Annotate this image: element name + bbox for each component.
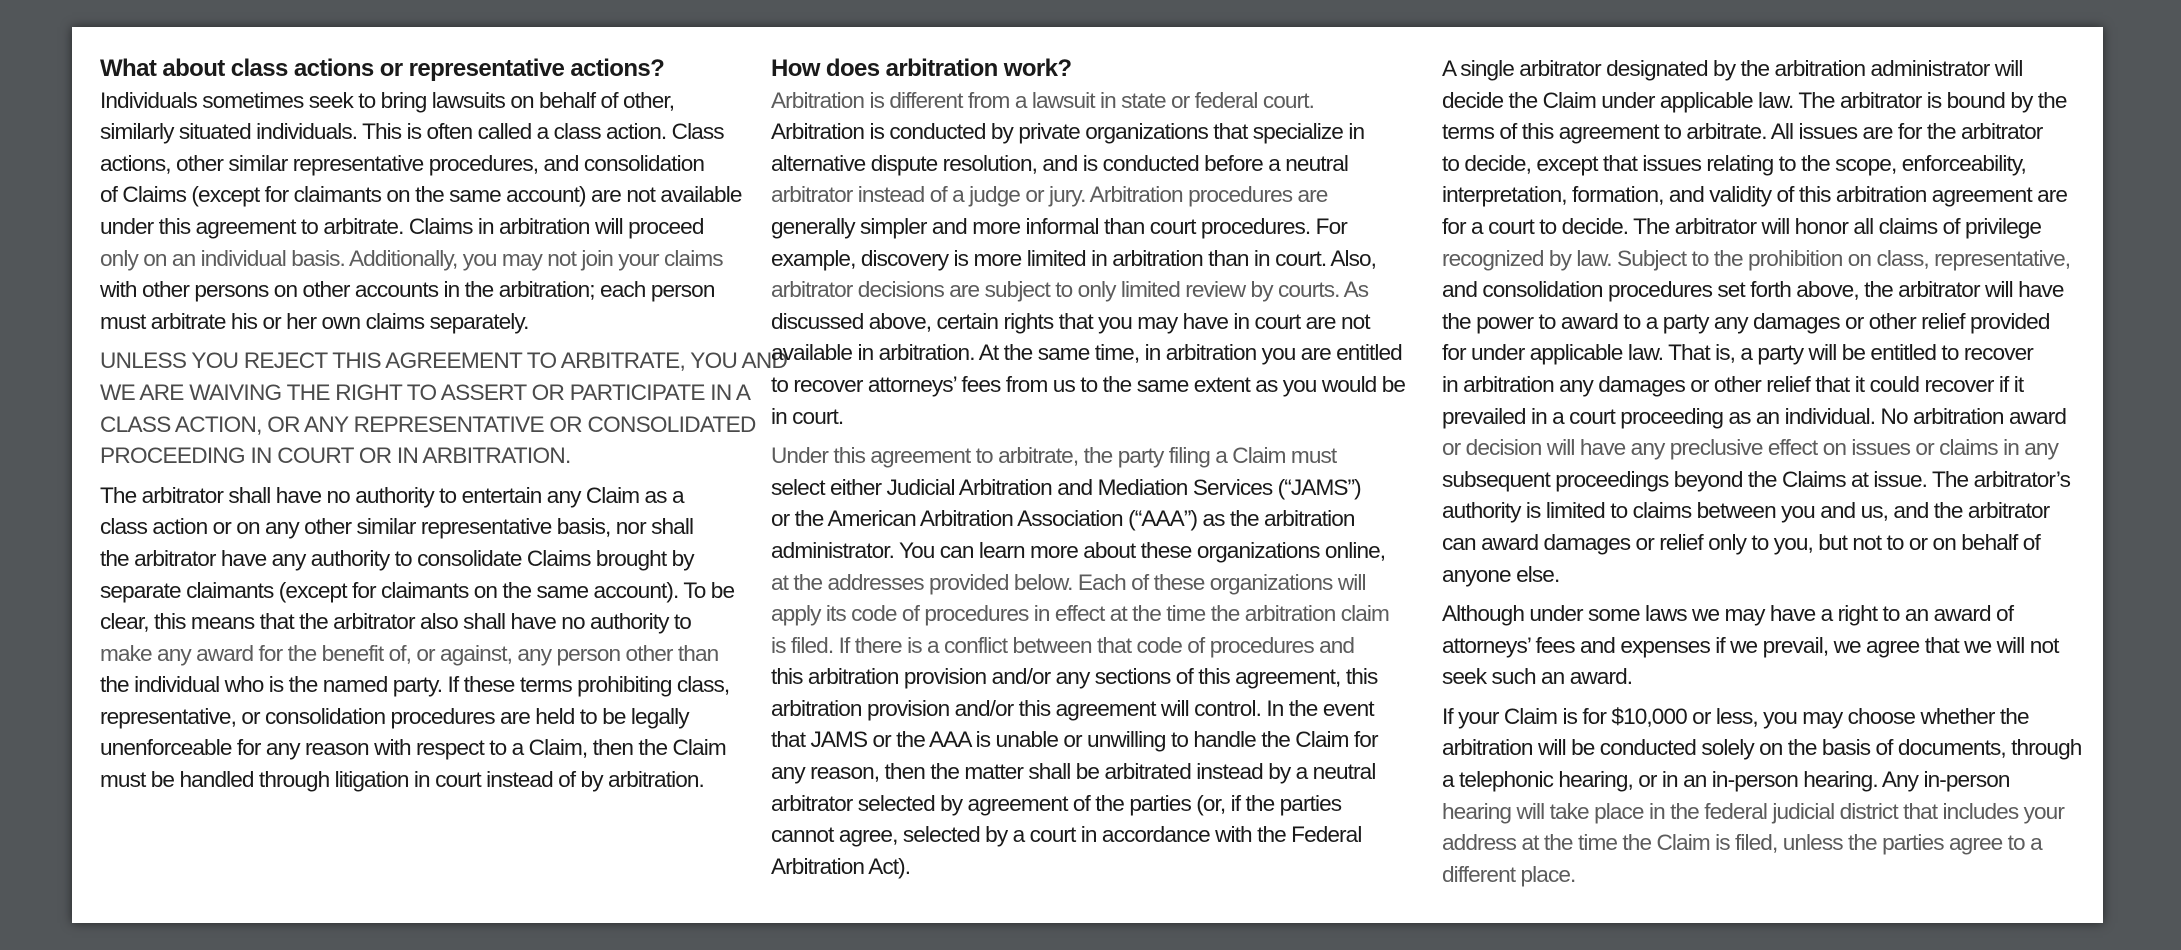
text-line: prevailed in a court proceeding as an individual. No arbitration award <box>1442 403 2067 429</box>
text-line: any reason, then the matter shall be arbitrated instead by a neutral <box>771 759 1376 785</box>
text-line: Arbitration is different from a lawsuit in state or federal court. <box>771 87 1314 113</box>
heading-class-actions: What about class actions or representative actions? <box>100 55 665 82</box>
text-line: separate claimants (except for claimants on the same account). To be <box>100 577 735 603</box>
text-line: in arbitration any damages or other relief that it could recover if it <box>1442 371 2024 397</box>
text-line: the individual who is the named party. If these terms prohibiting class, <box>100 672 730 698</box>
text-line: interpretation, formation, and validity of this arbitration agreement are <box>1442 182 2068 208</box>
text-line: arbitrator instead of a judge or jury. Arbitration procedures are <box>771 182 1328 208</box>
column-arbitrator-rules <box>1442 53 2082 898</box>
text-line: in court. <box>771 403 844 429</box>
text-line: Arbitration Act). <box>771 853 911 879</box>
text-line: attorneys’ fees and expenses if we prevail, we agree that we will not <box>1442 632 2059 658</box>
text-line: with other persons on other accounts in the arbitration; each person <box>100 277 715 303</box>
text-line: administrator. You can learn more about these organizations online, <box>771 537 1386 563</box>
paragraph-arbitration-overview <box>771 85 1411 433</box>
paragraph-arbitration-administrator <box>771 440 1411 882</box>
text-line: a telephonic hearing, or in an in-person hearing. Any in-person <box>1442 767 2010 793</box>
text-line: discussed above, certain rights that you may have in court are not <box>771 308 1370 334</box>
text-line: must arbitrate his or her own claims separately. <box>100 308 529 334</box>
text-line: generally simpler and more informal than court procedures. For <box>771 213 1347 239</box>
text-line: available in arbitration. At the same time, in arbitration you are entitled <box>771 340 1402 366</box>
text-line: Individuals sometimes seek to bring lawsuits on behalf of other, <box>100 87 675 113</box>
text-line: at the addresses provided below. Each of these organizations will <box>771 569 1366 595</box>
text-line: the arbitrator have any authority to consolidate Claims brought by <box>100 545 694 571</box>
text-line: different place. <box>1442 861 1576 887</box>
text-line: anyone else. <box>1442 561 1560 587</box>
text-line: Arbitration is conducted by private organizations that specialize in <box>771 119 1365 145</box>
column-class-actions <box>100 53 788 804</box>
text-line: class action or on any other similar representative basis, nor shall <box>100 514 694 540</box>
text-line: The arbitrator shall have no authority to entertain any Claim as a <box>100 482 684 508</box>
paragraph-attorneys-fees <box>1442 598 2082 693</box>
text-line: WE ARE WAIVING THE RIGHT TO ASSERT OR PARTICIPATE IN A <box>100 379 751 405</box>
column-how-arbitration-works <box>771 53 1411 890</box>
text-line: decide the Claim under applicable law. The arbitrator is bound by the <box>1442 87 2067 113</box>
text-line: clear, this means that the arbitrator also shall have no authority to <box>100 609 691 635</box>
text-line: select either Judicial Arbitration and Mediation Services (“JAMS”) <box>771 474 1361 500</box>
text-line: for under applicable law. That is, a party will be entitled to recover <box>1442 340 2033 366</box>
text-line: make any award for the benefit of, or against, any person other than <box>100 640 719 666</box>
text-line: cannot agree, selected by a court in accordance with the Federal <box>771 822 1362 848</box>
text-line: arbitration will be conducted solely on the basis of documents, through <box>1442 735 2082 761</box>
text-line: If your Claim is for $10,000 or less, you may choose whether the <box>1442 703 2029 729</box>
text-line: recognized by law. Subject to the prohibition on class, representative, <box>1442 245 2071 271</box>
text-line: only on an individual basis. Additionally, you may not join your claims <box>100 245 723 271</box>
paragraph-small-claims-hearing <box>1442 701 2082 891</box>
text-line: is filed. If there is a conflict between that code of procedures and <box>771 632 1355 658</box>
text-line: A single arbitrator designated by the arbitration administrator will <box>1442 56 2023 81</box>
text-line: can award damages or relief only to you, but not to or on behalf of <box>1442 529 2040 555</box>
text-line: unenforceable for any reason with respect to a Claim, then the Claim <box>100 735 726 761</box>
text-line: PROCEEDING IN COURT OR IN ARBITRATION. <box>100 443 571 469</box>
text-line: this arbitration provision and/or any sections of this agreement, this <box>771 664 1378 690</box>
text-line: for a court to decide. The arbitrator will honor all claims of privilege <box>1442 213 2042 239</box>
text-line: terms of this agreement to arbitrate. All issues are for the arbitrator <box>1442 119 2043 145</box>
text-line: Although under some laws we may have a right to an award of <box>1442 601 2014 627</box>
text-line: or decision will have any preclusive effect on issues or claims in any <box>1442 435 2058 461</box>
document-page <box>72 27 2103 923</box>
text-line: the power to award to a party any damages or other relief provided <box>1442 308 2050 334</box>
text-line: CLASS ACTION, OR ANY REPRESENTATIVE OR CONSOLIDATED <box>100 411 756 437</box>
text-line: or the American Arbitration Association (“AAA”) as the arbitration <box>771 506 1355 532</box>
text-line: that JAMS or the AAA is unable or unwilling to handle the Claim for <box>771 727 1378 753</box>
text-line: of Claims (except for claimants on the same account) are not available <box>100 182 742 208</box>
text-line: to recover attorneys’ fees from us to the same extent as you would be <box>771 371 1406 397</box>
text-line: hearing will take place in the federal judicial district that includes your <box>1442 798 2064 824</box>
text-line: must be handled through litigation in court instead of by arbitration. <box>100 767 704 793</box>
heading-how-arbitration-works: How does arbitration work? <box>771 55 1072 82</box>
text-line: alternative dispute resolution, and is conducted before a neutral <box>771 150 1349 176</box>
paragraph-class-actions-intro <box>100 85 740 338</box>
paragraph-class-action-waiver <box>100 345 788 471</box>
text-line: arbitrator decisions are subject to only limited review by courts. As <box>771 277 1369 303</box>
text-line: representative, or consolidation procedures are held to be legally <box>100 703 689 729</box>
text-line: to decide, except that issues relating to the scope, enforceability, <box>1442 150 2026 176</box>
text-line: under this agreement to arbitrate. Claims in arbitration will proceed <box>100 213 704 239</box>
text-line: authority is limited to claims between you and us, and the arbitrator <box>1442 498 2050 524</box>
text-line: UNLESS YOU REJECT THIS AGREEMENT TO ARBITRATE, YOU AND <box>100 348 788 374</box>
text-line: apply its code of procedures in effect at the time the arbitration claim <box>771 601 1389 627</box>
text-line: Under this agreement to arbitrate, the party filing a Claim must <box>771 443 1337 469</box>
text-line: seek such an award. <box>1442 664 1633 690</box>
text-line: similarly situated individuals. This is often called a class action. Class <box>100 119 724 145</box>
text-line: address at the time the Claim is filed, unless the parties agree to a <box>1442 830 2042 856</box>
paragraph-single-arbitrator <box>1442 53 2082 590</box>
text-line: example, discovery is more limited in arbitration than in court. Also, <box>771 245 1377 271</box>
text-line: actions, other similar representative procedures, and consolidation <box>100 150 705 176</box>
paragraph-arbitrator-authority <box>100 480 740 796</box>
text-line: arbitration provision and/or this agreement will control. In the event <box>771 695 1374 721</box>
text-line: arbitrator selected by agreement of the parties (or, if the parties <box>771 790 1342 816</box>
text-line: and consolidation procedures set forth above, the arbitrator will have <box>1442 277 2064 303</box>
text-line: subsequent proceedings beyond the Claims at issue. The arbitrator’s <box>1442 466 2070 492</box>
